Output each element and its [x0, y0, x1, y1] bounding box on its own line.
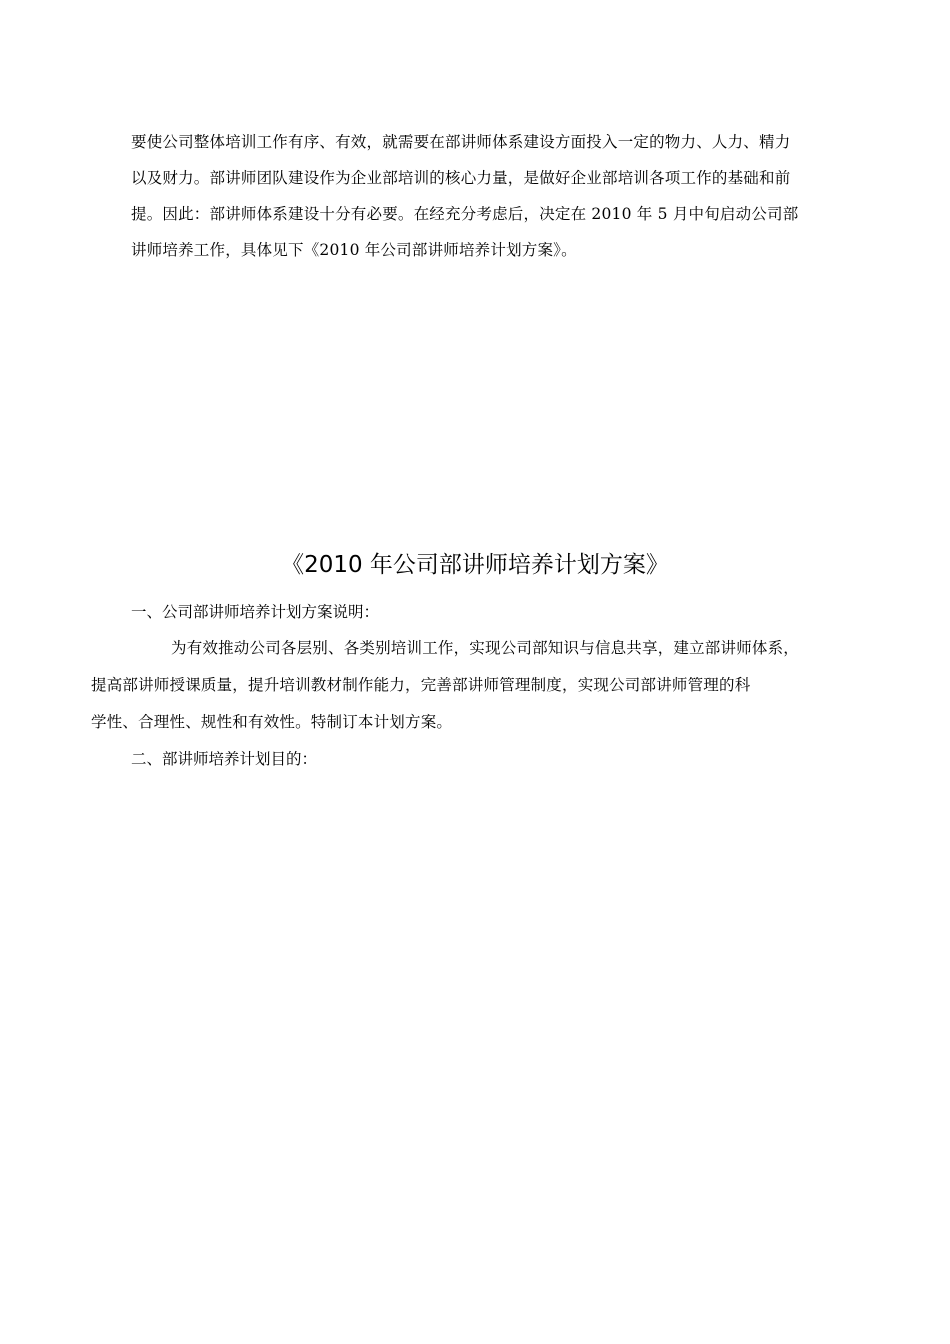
section-1-line: 学性、合理性、规性和有效性。特制订本计划方案。	[91, 713, 453, 731]
section-2-heading: 二、部讲师培养计划目的：	[131, 750, 318, 768]
intro-line: 以及财力。部讲师团队建设作为企业部培训的核心力量，是做好企业部培训各项工作的基础和前	[131, 169, 791, 187]
section-1-line: 为有效推动公司各层别、各类别培训工作，实现公司部知识与信息共享，建立部讲师体系，	[171, 639, 800, 657]
plan-title: 《2010 年公司部讲师培养计划方案》	[281, 552, 669, 578]
intro-line: 提。因此：部讲师体系建设十分有必要。在经充分考虑后，决定在 2010 年 5 月中旬启动公司部	[131, 205, 799, 223]
intro-line: 讲师培养工作，具体见下《2010 年公司部讲师培养计划方案》。	[131, 241, 577, 259]
section-1-heading: 一、公司部讲师培养计划方案说明：	[131, 603, 380, 621]
section-1-line: 提高部讲师授课质量，提升培训教材制作能力，完善部讲师管理制度，实现公司部讲师管理的科	[91, 676, 751, 694]
intro-paragraph	[131, 124, 851, 268]
section-1-body	[91, 630, 853, 741]
intro-line: 要使公司整体培训工作有序、有效，就需要在部讲师体系建设方面投入一定的物力、人力、精力	[131, 133, 791, 151]
